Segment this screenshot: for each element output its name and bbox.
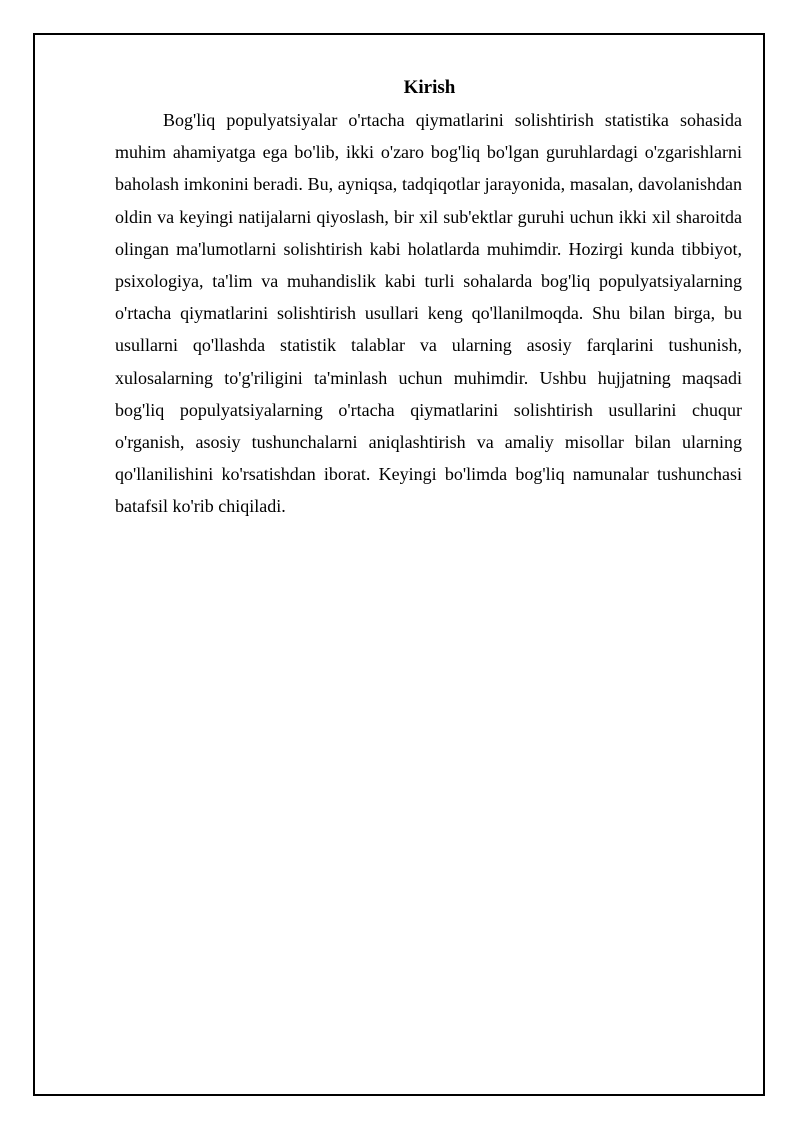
section-heading: Kirish xyxy=(403,77,456,98)
intro-paragraph: Bog'liq populyatsiyalar o'rtacha qiymatlarini solishtirish statistika sohasida muhim ahamiyatga ega bo'lib, ikki o'zaro bog'liq bo'lgan guruhlardagi o'zgarishlarni baholash imkonini beradi. Bu, ayniqsa, tadqiqotlar jarayonida, masalan, davolanishdan oldin va keyingi natijalarni qiyoslash, bir xil sub'ektlar guruhi uchun ikki xil sharoitda olingan ma'lumotlarni solishtirish kabi holatlarda muhimdir. Hozirgi kunda tibbiyot, psixologiya, ta'lim va muhandislik kabi turli sohalarda bog'liq populyatsiyalarning o'rtacha qiymatlarini solishtirish usullari keng qo'llanilmoqda. Shu bilan birga, bu usullarni qo'llashda statistik talablar va ularning asosiy farqlarini tushunish, xulosalarning to'g'riligini ta'minlash uchun muhimdir. Ushbu hujjatning maqsadi bog'liq populyatsiyalarning o'rtacha qiymatlarini solishtirish usullarini chuqur o'rganish, asosiy tushunchalarni aniqlashtirish va amaliy misollar bilan ularning qo'llanilishini ko'rsatishdan iborat. Keyingi bo'limda bog'liq namunalar tushunchasi batafsil ko'rib chiqiladi. xyxy=(115,110,742,517)
document-body xyxy=(115,72,742,523)
